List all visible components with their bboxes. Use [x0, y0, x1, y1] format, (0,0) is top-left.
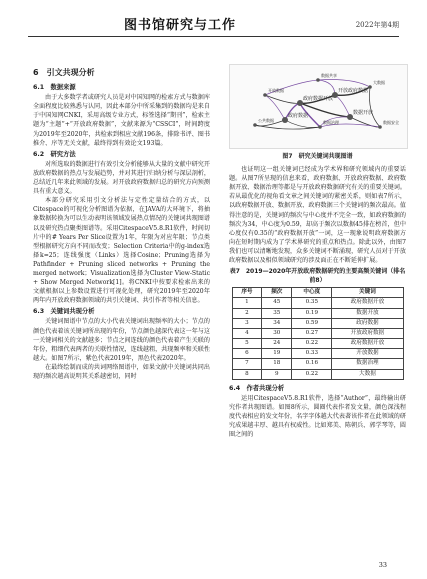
table-cell: 开放数据 — [332, 349, 403, 359]
section-6-3-title: 6.3 关键词共现分析 — [33, 308, 95, 316]
table-cell: 6 — [232, 349, 262, 359]
section-6-2-text-1: 对所选取的数据进行有效引文分析能够从大量的文献中研究开放政府数据的热点与发展趋势，并对其进行归纳分析与深层剖析，总结近几年来此领域的发展。对开放政府数据归总的研究方向预测具有重大意义。 — [33, 160, 210, 196]
table-cell: 0.22 — [292, 369, 332, 379]
issue-label: 2022年第4期 — [355, 21, 399, 29]
network-node-label: 大数据 — [373, 80, 385, 85]
section-6-1-title: 6.1 数据来源 — [33, 84, 76, 92]
network-node — [378, 125, 382, 129]
table-cell: 24 — [262, 339, 292, 349]
section-6-title: 6 引文共现分析 — [33, 68, 95, 77]
section-6-3-text-2: 在最终绘制而成的共词网络图谱中，如果文献中关键词共同出现的频次越高说明其关系越密切，同时 — [33, 363, 210, 380]
table-cell: 9 — [262, 369, 292, 379]
analysis-text: 也证明这一组关键词已经成为学术界和研究领域内的重要话题。从图7所呈现的信息来看，政府数据、开放政府数据、政府数据开放、数据治理等都是与开放政府数据研究有关的重要关键词。若从最优化的视角看文章之间关键词的紧密关系，则如表7所示，以政府数据开放、数据开放、政府数据三个关键词的频次最高。值得注意的是，关键词的频次与中心度并不完全一致，如政府数据的频次为34，中心度为0.59，却高于频次以数据45排在榜首，但中心度仅有0.35的“政府数据开放”一词，这一现象说明政府数据方向在短时期内成为了学术界研究的重点和热点。除此以外，由图7我们也可以清晰地发现，众多关键词不断涌现，研究人员对于开放政府数据以及相似领域研究的涉及面正在不断延伸扩展。 — [229, 166, 406, 265]
network-node-label: 开放数据 — [268, 88, 284, 93]
journal-title: 图书馆研究与工作 — [124, 18, 237, 33]
section-6-2-text-2: 本部分研究采用引文分析法与定性定量结合的方式，以Citespace的可视化分析图谱为依据，在JAVA的大环境下，将抽象数据转换为可以生动表明该领域发展热点情况的关键词共现图谱以及研究热点聚类图谱等。采用CitespaceV5.8.R1软件，时间切片中的# Years Per Slice设置为1年，年限为对应年限；节点类型根据研究方向不同而改变；Selection Criteria中的g-index选择k=25；连线强度（Links）选择Cosine；Pruning选择为Pathfinder + Pruning sliced networks + Pruning the merged network；Visualization选择为Cluster View-Static + Show Merged Network[1]。将CNKI中按要求检索出来的文献根据以上参数设置进行可视化处理，研究2019年至2020年两年内开放政府数据领域的共引关键词、共引作者等相关信息。 — [33, 197, 210, 305]
table-cell: 政府数据开放 — [332, 298, 403, 308]
table-header-cell: 关键词 — [332, 288, 403, 298]
right-column — [229, 64, 406, 439]
table-cell: 0.19 — [292, 308, 332, 318]
table-header-cell: 序号 — [232, 288, 262, 298]
table-body — [232, 298, 403, 380]
figure-7-caption: 图7 研究关键词共现图谱 — [282, 153, 353, 160]
table-row — [232, 369, 403, 379]
keyword-network-graph — [230, 65, 407, 148]
network-node — [318, 125, 322, 129]
table-cell: 0.16 — [292, 359, 332, 369]
table-header-row — [232, 288, 403, 298]
table-cell: 大数据 — [332, 369, 403, 379]
network-node-label: 政府数据 — [288, 113, 309, 119]
table-7-caption: 表7 2019—2020年开放政府数据研究的主要高频关键词（排名前8） — [229, 268, 406, 284]
table-cell: 0.33 — [292, 349, 332, 359]
table-cell: 0.59 — [292, 318, 332, 328]
table-cell: 5 — [232, 339, 262, 349]
network-node — [253, 123, 257, 127]
network-node-label: 数据开放 — [353, 110, 374, 116]
keyword-frequency-table — [232, 287, 404, 380]
section-6-2-title: 6.2 研究方法 — [33, 150, 76, 158]
table-cell: 19 — [262, 349, 292, 359]
section-6-4-title: 6.4 作者共现分析 — [229, 384, 285, 392]
network-node — [316, 78, 320, 82]
table-cell: 数据开放 — [332, 308, 403, 318]
table-cell: 35 — [262, 308, 292, 318]
table-cell: 4 — [232, 328, 262, 338]
table-cell: 8 — [232, 369, 262, 379]
keyword-network-figure — [229, 64, 408, 149]
network-link — [350, 117, 380, 127]
table-row — [232, 318, 403, 328]
table-cell: 3 — [232, 318, 262, 328]
table-cell: 1 — [232, 298, 262, 308]
table-cell: 开放政府数据 — [332, 328, 403, 338]
network-node-label: 数据治理 — [323, 120, 339, 125]
table-cell: 政府数据开放 — [332, 339, 403, 349]
table-row — [232, 349, 403, 359]
table-row — [232, 298, 403, 308]
table-cell: 0.22 — [292, 339, 332, 349]
network-link — [369, 87, 380, 127]
network-node-label: 开放政府数据 — [338, 88, 369, 94]
table-row — [232, 308, 403, 318]
table-header-cell: 中心度 — [292, 288, 332, 298]
network-node-label: 数据共享 — [321, 73, 337, 78]
table-row — [232, 359, 403, 369]
table-cell: 30 — [262, 328, 292, 338]
table-row — [232, 339, 403, 349]
table-cell: 34 — [262, 318, 292, 328]
network-node-label: 公共数据 — [258, 118, 274, 123]
section-6-4-text: 运用CitespaceV5.8.R1软件，选择“Author”，最终输出研究作者共现图谱。如图8所示，圆圈代表作者发文量，颜色深浅程度代表相应的发文年份，名字字体越大代表著该作者在此领域的研究成果越丰厚、越具有权威性。比如郑美、陈朝兵、郭学琴等，圆圈之间的 — [229, 394, 406, 439]
table-cell: 45 — [262, 298, 292, 308]
table-row — [232, 328, 403, 338]
table-cell: 7 — [232, 359, 262, 369]
table-cell: 18 — [262, 359, 292, 369]
table-cell: 2 — [232, 308, 262, 318]
network-node-label: 数据安全 — [383, 120, 399, 125]
table-cell: 政府数据 — [332, 318, 403, 328]
table-cell: 数据治理 — [332, 359, 403, 369]
network-node — [368, 85, 372, 89]
page-header — [28, 14, 399, 37]
page-number: 33 — [378, 561, 387, 569]
network-link — [318, 80, 335, 95]
network-link — [318, 79, 370, 87]
network-node-label: 政府数据开放 — [303, 96, 334, 102]
network-node — [263, 93, 267, 97]
section-6-3-text-1: 关键词图谱中节点的大小代表关键词出现频率的大小；节点的颜色代表着该关键词所出现的年份，节点颜色越深代表这一年与这一关键词相关的文献越多；节点之间连线的颜色代表着产生关联的年份，粗细代表两者的关联性情况，连线越粗，共现频率和关联性越大。如图7所示，紫色代表2019年，黑色代表2020年。 — [33, 318, 210, 362]
left-column — [33, 64, 210, 381]
table-cell: 0.35 — [292, 298, 332, 308]
table-cell: 0.27 — [292, 328, 332, 338]
network-link — [335, 95, 350, 117]
section-6-1-text: 由于大多数学者或研究人员是对中国知网的检索方式与数据库全面程度比较熟悉与认同，因此本部分中所采集到的数据均是来自于中国知网CNKI，采用高级专业方式，标签选择“期刊”，检索主题为“主题”+“开放政府数据”，文献来源为“CSSCI”，时间跨度为2019年至2020年，共检索到相应文献196条，排除书评、图书推介、序等无关文献，最终得到有效论文193篇。 — [33, 94, 210, 147]
table-header-cell: 频次 — [262, 288, 292, 298]
